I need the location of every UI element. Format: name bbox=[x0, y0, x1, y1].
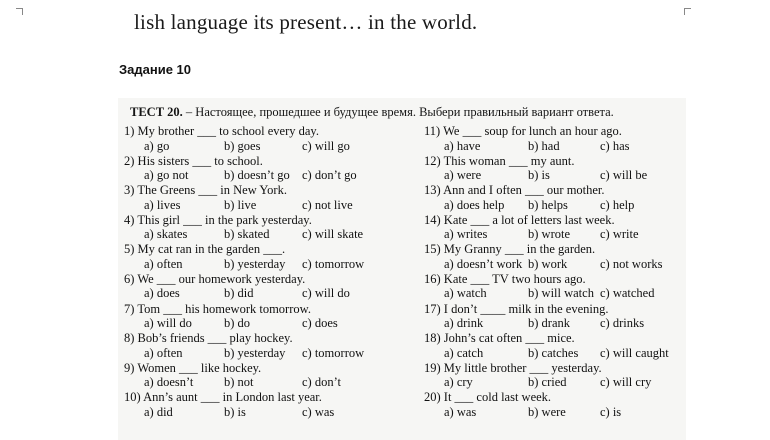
question-number: 4) bbox=[124, 212, 135, 227]
answer-option-c: c) not live bbox=[302, 197, 353, 212]
question-line bbox=[424, 390, 686, 405]
answer-option-b: b) catches bbox=[528, 345, 579, 360]
answer-options bbox=[124, 405, 414, 420]
questions-column-right bbox=[424, 124, 686, 420]
question-text: This girl ___ in the park yesterday. bbox=[137, 212, 312, 227]
question-text: We ___ our homework yesterday. bbox=[137, 271, 306, 286]
question-line bbox=[124, 154, 414, 169]
question-line bbox=[424, 124, 686, 139]
answer-option-c: c) has bbox=[600, 138, 630, 153]
question-number: 12) bbox=[424, 153, 441, 168]
answer-options bbox=[124, 316, 414, 331]
answer-options bbox=[424, 346, 686, 361]
question-text: Ann and I often ___ our mother. bbox=[443, 183, 605, 198]
question-item bbox=[124, 242, 414, 272]
answer-option-b: b) yesterday bbox=[224, 256, 286, 271]
question-item bbox=[424, 242, 686, 272]
question-number: 7) bbox=[124, 301, 135, 316]
answer-options bbox=[424, 139, 686, 154]
question-text: John’s cat often ___ mice. bbox=[443, 331, 575, 346]
question-item bbox=[424, 124, 686, 154]
question-item bbox=[424, 183, 686, 213]
answer-options bbox=[124, 198, 414, 213]
answer-options bbox=[424, 286, 686, 301]
question-text: Kate ___ TV two hours ago. bbox=[443, 271, 586, 286]
question-text: Tom ___ his homework tomorrow. bbox=[137, 301, 311, 316]
answer-option-b: b) helps bbox=[528, 197, 568, 212]
question-number: 2) bbox=[124, 153, 135, 168]
question-text: My Granny ___ in the garden. bbox=[443, 242, 596, 257]
question-line bbox=[124, 390, 414, 405]
answer-option-a: a) have bbox=[444, 138, 481, 153]
question-line bbox=[424, 242, 686, 257]
answer-option-b: b) not bbox=[224, 375, 254, 390]
answer-option-a: a) catch bbox=[444, 345, 484, 360]
question-item bbox=[124, 361, 414, 391]
answer-options bbox=[424, 168, 686, 183]
question-number: 20) bbox=[424, 390, 441, 405]
question-number: 3) bbox=[124, 183, 135, 198]
answer-options bbox=[124, 375, 414, 390]
answer-option-a: a) were bbox=[444, 168, 482, 183]
question-text: I don’t ____ milk in the evening. bbox=[443, 301, 609, 316]
answer-option-b: b) goes bbox=[224, 138, 261, 153]
question-line bbox=[124, 242, 414, 257]
answer-options bbox=[424, 375, 686, 390]
question-item bbox=[124, 331, 414, 361]
question-text: My cat ran in the garden ___. bbox=[137, 242, 286, 257]
question-text: This woman ___ my aunt. bbox=[443, 153, 575, 168]
question-number: 14) bbox=[424, 212, 441, 227]
answer-option-b: b) will watch bbox=[528, 286, 594, 301]
answer-option-b: b) live bbox=[224, 197, 257, 212]
answer-option-a: a) doesn’t work bbox=[444, 256, 523, 271]
question-item bbox=[124, 272, 414, 302]
answer-option-a: a) skates bbox=[144, 227, 188, 242]
test-header bbox=[130, 105, 614, 120]
question-number: 9) bbox=[124, 360, 135, 375]
answer-option-a: a) was bbox=[444, 404, 477, 419]
answer-option-b: b) yesterday bbox=[224, 345, 286, 360]
answer-option-a: a) go bbox=[144, 138, 170, 153]
answer-option-b: b) is bbox=[528, 168, 550, 183]
question-line bbox=[424, 361, 686, 376]
test-scan-image bbox=[118, 98, 686, 440]
answer-option-b: b) work bbox=[528, 256, 568, 271]
answer-options bbox=[424, 316, 686, 331]
answer-option-b: b) skated bbox=[224, 227, 270, 242]
question-line bbox=[424, 302, 686, 317]
question-number: 15) bbox=[424, 242, 441, 257]
question-line bbox=[424, 331, 686, 346]
question-line bbox=[124, 331, 414, 346]
answer-option-a: a) drink bbox=[444, 316, 484, 331]
question-text: My brother ___ to school every day. bbox=[137, 124, 319, 138]
question-number: 1) bbox=[124, 124, 135, 138]
answer-option-a: a) does help bbox=[444, 197, 505, 212]
answer-option-c: c) don’t bbox=[302, 375, 341, 390]
answer-option-c: c) was bbox=[302, 404, 335, 419]
answer-option-c: c) will caught bbox=[600, 345, 669, 360]
answer-option-b: b) doesn’t go bbox=[224, 168, 290, 183]
question-text: My little brother ___ yesterday. bbox=[443, 360, 602, 375]
question-number: 19) bbox=[424, 360, 441, 375]
question-item bbox=[124, 183, 414, 213]
answer-option-c: c) write bbox=[600, 227, 639, 242]
answer-option-c: c) does bbox=[302, 316, 338, 331]
question-number: 6) bbox=[124, 271, 135, 286]
corner-mark-right bbox=[684, 8, 691, 15]
answer-option-a: a) often bbox=[144, 345, 183, 360]
answer-options bbox=[124, 286, 414, 301]
test-title: ТЕСТ 20. bbox=[130, 105, 183, 119]
question-item bbox=[424, 154, 686, 184]
answer-option-c: c) tomorrow bbox=[302, 256, 365, 271]
corner-mark-left bbox=[16, 8, 23, 15]
test-instruction: – Настоящее, прошедшее и будущее время. Выбери правильный вариант ответа. bbox=[185, 105, 614, 119]
answer-option-b: b) drank bbox=[528, 316, 570, 331]
answer-option-c: c) is bbox=[600, 404, 622, 419]
answer-option-a: a) cry bbox=[444, 375, 473, 390]
answer-option-c: c) not works bbox=[600, 256, 663, 271]
answer-option-b: b) cried bbox=[528, 375, 567, 390]
answer-option-a: a) writes bbox=[444, 227, 488, 242]
question-item bbox=[424, 213, 686, 243]
answer-option-a: a) did bbox=[144, 404, 173, 419]
answer-option-c: c) will skate bbox=[302, 227, 364, 242]
answer-option-b: b) wrote bbox=[528, 227, 570, 242]
answer-option-c: c) don’t go bbox=[302, 168, 357, 183]
answer-option-b: b) had bbox=[528, 138, 560, 153]
answer-options bbox=[124, 227, 414, 242]
answer-options bbox=[124, 139, 414, 154]
answer-options bbox=[124, 257, 414, 272]
question-number: 10) bbox=[124, 390, 141, 405]
question-number: 11) bbox=[424, 124, 441, 138]
question-line bbox=[124, 272, 414, 287]
answer-options bbox=[424, 198, 686, 213]
answer-option-a: a) go not bbox=[144, 168, 189, 183]
question-item bbox=[424, 331, 686, 361]
answer-options bbox=[124, 168, 414, 183]
answer-option-c: c) will do bbox=[302, 286, 350, 301]
question-line bbox=[124, 183, 414, 198]
question-item bbox=[124, 213, 414, 243]
question-item bbox=[124, 390, 414, 420]
question-number: 16) bbox=[424, 271, 441, 286]
question-text: Kate ___ a lot of letters last week. bbox=[443, 212, 615, 227]
answer-option-a: a) lives bbox=[144, 197, 181, 212]
question-text: It ___ cold last week. bbox=[443, 390, 552, 405]
task-heading: Задание 10 bbox=[119, 62, 192, 77]
answer-option-c: c) will be bbox=[600, 168, 648, 183]
answer-option-a: a) watch bbox=[444, 286, 487, 301]
answer-option-c: c) will cry bbox=[600, 375, 652, 390]
questions-column-left bbox=[124, 124, 414, 420]
answer-option-c: c) tomorrow bbox=[302, 345, 365, 360]
question-item bbox=[124, 154, 414, 184]
answer-options bbox=[124, 346, 414, 361]
question-item bbox=[124, 124, 414, 154]
question-text: Bob’s friends ___ play hockey. bbox=[137, 331, 293, 346]
question-number: 5) bbox=[124, 242, 135, 257]
answer-options bbox=[424, 227, 686, 242]
answer-option-a: a) will do bbox=[144, 316, 192, 331]
question-line bbox=[124, 302, 414, 317]
question-item bbox=[424, 272, 686, 302]
answer-option-a: a) does bbox=[144, 286, 180, 301]
question-line bbox=[424, 213, 686, 228]
answer-options bbox=[424, 257, 686, 272]
answer-option-c: c) will go bbox=[302, 138, 350, 153]
question-line bbox=[124, 213, 414, 228]
question-item bbox=[424, 361, 686, 391]
previous-text-fragment: lish language its present… in the world. bbox=[134, 10, 478, 34]
question-text: His sisters ___ to school. bbox=[137, 153, 263, 168]
question-line bbox=[424, 272, 686, 287]
answer-option-c: c) watched bbox=[600, 286, 655, 301]
answer-option-c: c) drinks bbox=[600, 316, 645, 331]
answer-option-b: b) did bbox=[224, 286, 254, 301]
question-number: 13) bbox=[424, 183, 441, 198]
question-line bbox=[424, 154, 686, 169]
question-text: We ___ soup for lunch an hour ago. bbox=[443, 124, 622, 138]
question-text: Women ___ like hockey. bbox=[137, 360, 262, 375]
question-number: 18) bbox=[424, 331, 441, 346]
question-number: 17) bbox=[424, 301, 441, 316]
answer-option-b: b) is bbox=[224, 404, 246, 419]
answer-option-b: b) do bbox=[224, 316, 251, 331]
answer-option-a: a) often bbox=[144, 256, 183, 271]
answer-option-c: c) help bbox=[600, 197, 635, 212]
answer-option-a: a) doesn’t bbox=[144, 375, 194, 390]
question-item bbox=[124, 302, 414, 332]
question-item bbox=[424, 390, 686, 420]
question-text: The Greens ___ in New York. bbox=[137, 183, 287, 198]
question-line bbox=[124, 361, 414, 376]
question-line bbox=[124, 124, 414, 139]
answer-options bbox=[424, 405, 686, 420]
question-text: Ann’s aunt ___ in London last year. bbox=[143, 390, 322, 405]
question-line bbox=[424, 183, 686, 198]
answer-option-b: b) were bbox=[528, 404, 566, 419]
question-number: 8) bbox=[124, 331, 135, 346]
question-item bbox=[424, 302, 686, 332]
